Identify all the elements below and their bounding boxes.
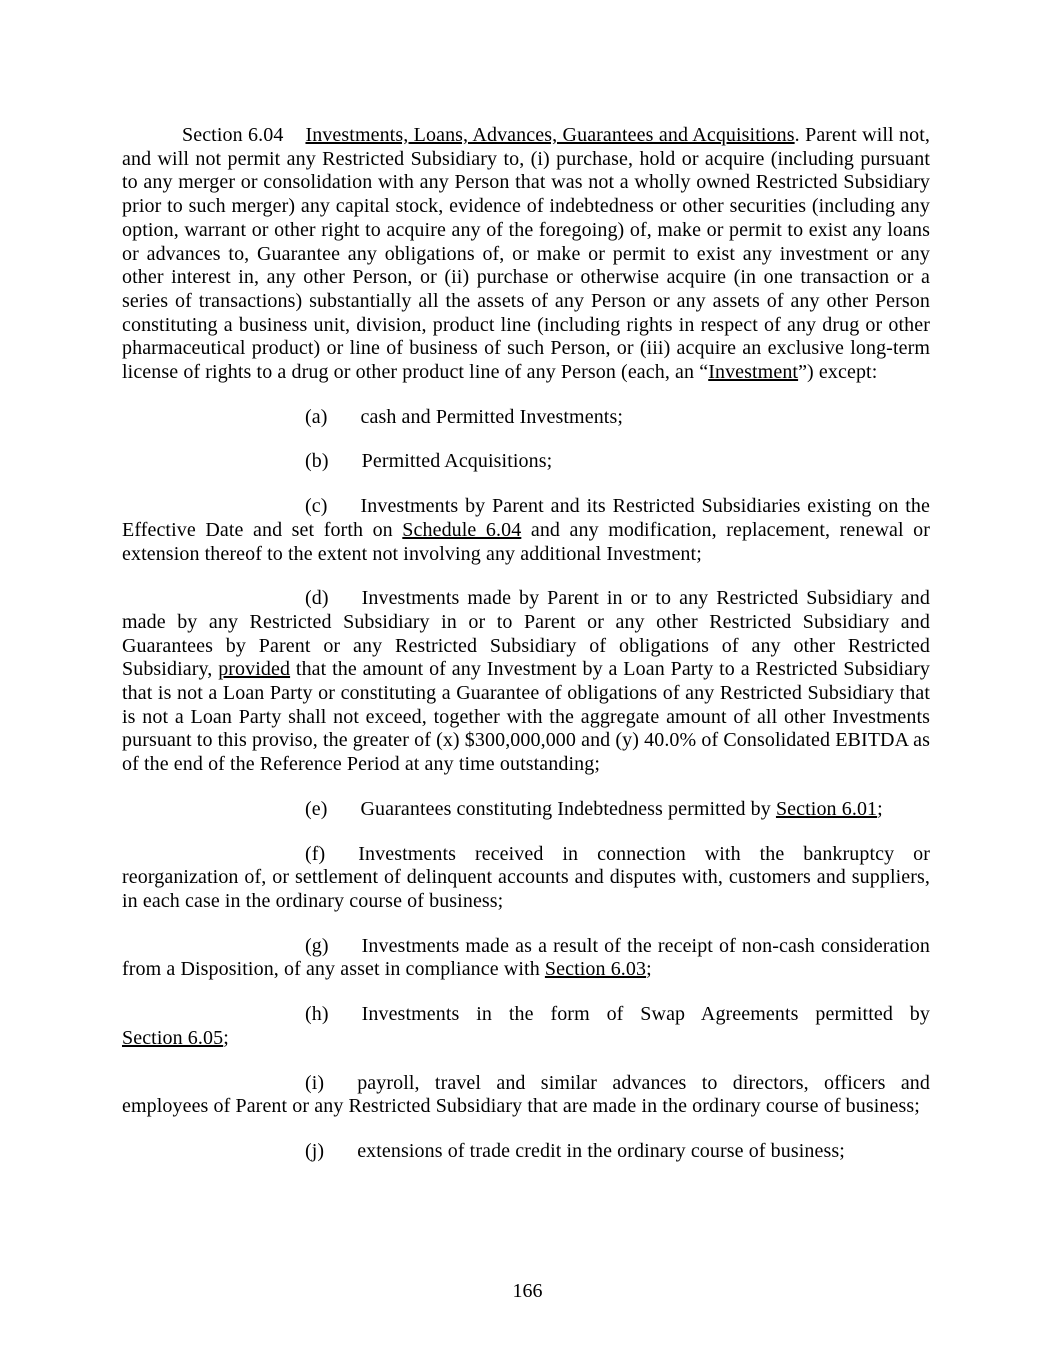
clause-i-text: payroll, travel and similar advances to directors, officers and employees of Parent or any Restricted Subsidiary that are made in the ordinary course of business;: [122, 1071, 930, 1118]
clause-i: [122, 1072, 930, 1119]
clause-e-text: Guarantees constituting Indebtedness permitted by: [360, 797, 776, 820]
clause-f-marker: (f): [305, 842, 326, 865]
clause-c-marker: (c): [305, 495, 328, 518]
clause-f: [122, 843, 930, 914]
clause-d-text: Investments made by Parent in or to any Restricted Subsidiary and made by any Restricted Subsidiary in or to Parent or any other Restricted Subsidiary and Guarantees by Parent or any Restricted Subsidiary of obligations of any other Restricted Subsidiary,: [122, 587, 930, 681]
clause-f-text: Investments received in connection with the bankruptcy or reorganization of, or settlement of delinquent accounts and disputes with, customers and suppliers, in each case in the ordinary course of business;: [122, 842, 930, 912]
clause-j-marker: (j): [305, 1139, 325, 1162]
intro-tail-text: ”) except:: [798, 361, 878, 384]
clause-h-tail: ;: [223, 1026, 229, 1049]
clause-e-tail: ;: [877, 797, 883, 820]
clause-d: [122, 587, 930, 777]
clause-c-text: Investments by Parent and its Restricted Subsidiaries existing on the Effective Date and set forth on: [122, 495, 930, 541]
clause-d-marker: (d): [305, 587, 329, 610]
clause-d-proviso-term: provided: [218, 658, 291, 681]
clause-a-marker: (a): [305, 405, 328, 428]
clause-h: [122, 1003, 930, 1050]
clause-h-marker: (h): [305, 1003, 329, 1026]
clause-j-text: extensions of trade credit in the ordinary course of business;: [357, 1139, 845, 1162]
clause-b: [122, 450, 930, 474]
clause-c-tail: and any modification, replacement, renewal or extension thereof to the extent not involving any additional Investment;: [122, 518, 930, 565]
clause-c-cross-reference: Schedule 6.04: [402, 518, 522, 541]
clause-g: [122, 935, 930, 982]
clause-g-tail: ;: [646, 958, 652, 981]
clause-i-marker: (i): [305, 1071, 325, 1094]
clause-c: [122, 495, 930, 566]
investment-defined-term: Investment: [708, 361, 799, 384]
clause-b-text: Permitted Acquisitions;: [361, 450, 553, 473]
clause-j: [122, 1140, 930, 1164]
clause-a-text: cash and Permitted Investments;: [360, 405, 623, 428]
page-number: 166: [512, 1280, 543, 1302]
clause-h-text: Investments in the form of Swap Agreements permitted by: [361, 1003, 930, 1026]
section-6-04-paragraph: [122, 124, 930, 385]
clause-b-marker: (b): [305, 450, 329, 473]
section-number: Section 6.04: [182, 124, 284, 146]
clause-g-marker: (g): [305, 934, 329, 957]
section-heading: Investments, Loans, Advances, Guarantees and Acquisitions: [305, 124, 795, 146]
clause-e-cross-reference: Section 6.01: [775, 797, 878, 820]
intro-body-text: . Parent will not, and will not permit any Restricted Subsidiary to, (i) purchase, hold or acquire (including pursuant to any merger or consolidation with any Person that was not a wholly owned Restricted Subsidiary prior to such merger) any capital stock, evidence of indebtedness or other securities (including any option, warrant or other right to acquire any of the foregoing) of, make or permit to exist any loans or advances to, Guarantee any obligations of, or make or permit to exist any investment or any other interest in, any other Person, or (ii) purchase or otherwise acquire (in one transaction or a series of transactions) substantially all the assets of any Person or any assets of any other Person constituting a business unit, division, product line (including rights in respect of any drug or other pharmaceutical product) or line of business of such Person, or (iii) acquire an exclusive long-term license of rights to a drug or other product line of any Person (each, an “: [122, 124, 930, 384]
clause-e: [122, 798, 930, 822]
document-page: [122, 124, 930, 1185]
clause-g-text: Investments made as a result of the receipt of non-cash consideration from a Disposition, of any asset in compliance with: [122, 934, 930, 981]
clause-h-cross-reference: Section 6.05: [122, 1026, 224, 1049]
clause-a: [122, 406, 930, 430]
clause-d-tail: that the amount of any Investment by a Loan Party to a Restricted Subsidiary that is not a Loan Party or constituting a Guarantee of obligations of any Restricted Subsidiary that is not a Loan Party shall not exceed, together with the aggregate amount of all other Investments pursuant to this proviso, the greater of (x) $300,000,000 and (y) 40.0% of Consolidated EBITDA as of the end of the Reference Period at any time outstanding;: [122, 658, 930, 776]
clause-e-marker: (e): [305, 797, 328, 820]
clause-g-cross-reference: Section 6.03: [544, 958, 647, 981]
